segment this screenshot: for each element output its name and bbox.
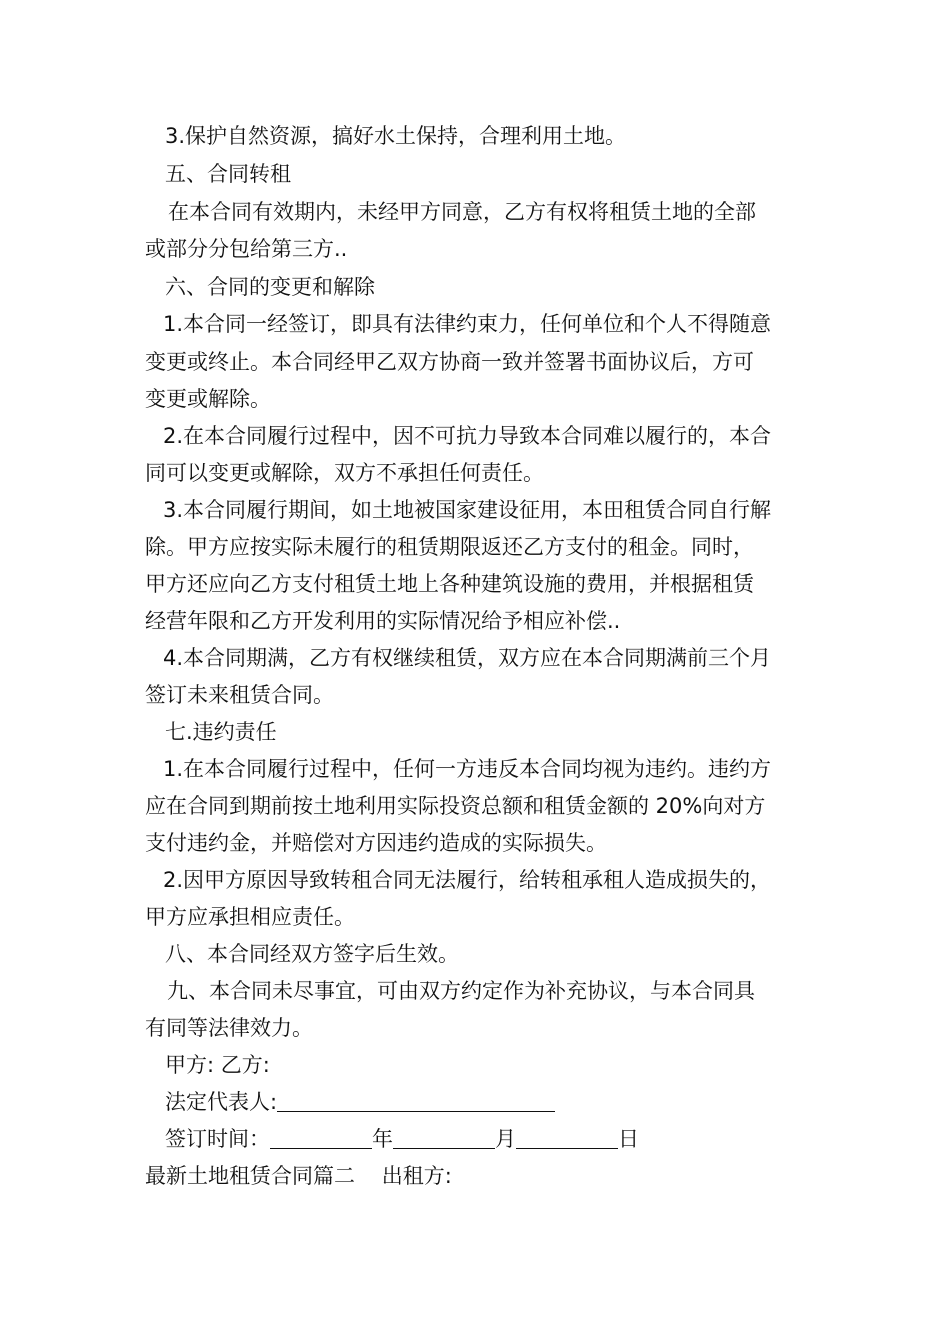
signing-date-label: 签订时间：: [165, 1127, 270, 1151]
text-line: 签订未来租赁合同。: [145, 683, 334, 707]
text-line: 甲方还应向乙方支付租赁土地上各种建筑设施的费用，并根据租赁: [145, 572, 754, 596]
text-line: 1.在本合同履行过程中，任何一方违反本合同均视为违约。违约方: [163, 757, 772, 781]
text-line: 除。甲方应按实际未履行的租赁期限返还乙方支付的租金。同时，: [145, 535, 754, 559]
text-line: 2.因甲方原因导致转租合同无法履行，给转租承租人造成损失的，: [163, 868, 772, 892]
text-line: 有同等法律效力。: [145, 1016, 313, 1040]
next-section-heading: 最新土地租赁合同篇二 出租方:: [145, 1164, 452, 1188]
section-heading: 八、本合同经双方签字后生效。: [165, 942, 459, 966]
text-line: 支付违约金，并赔偿对方因违约造成的实际损失。: [145, 831, 607, 855]
signature-parties: 甲方: 乙方:: [165, 1053, 270, 1077]
text-line: 变更或解除。: [145, 387, 271, 411]
representative-blank: [277, 1091, 555, 1112]
representative-label: 法定代表人:: [165, 1090, 278, 1114]
day-blank: [516, 1128, 618, 1149]
text-line: 应在合同到期前按土地利用实际投资总额和租赁金额的 20%向对方: [145, 794, 766, 818]
year-label: 年: [372, 1127, 393, 1151]
day-label: 日: [618, 1127, 639, 1151]
text-line: 在本合同有效期内，未经甲方同意，乙方有权将租赁土地的全部: [168, 200, 756, 224]
text-line: 或部分分包给第三方..: [145, 237, 348, 261]
signing-date-line: [165, 1126, 639, 1152]
text-line: 甲方应承担相应责任。: [145, 905, 355, 929]
representative-line: [165, 1089, 555, 1115]
month-label: 月: [495, 1127, 516, 1151]
text-line: 经营年限和乙方开发利用的实际情况给予相应补偿..: [145, 609, 621, 633]
text-line: 3.保护自然资源，搞好水土保持，合理利用土地。: [165, 124, 627, 148]
month-blank: [393, 1128, 495, 1149]
section-heading: 七.违约责任: [165, 720, 277, 744]
text-line: 变更或终止。本合同经甲乙双方协商一致并签署书面协议后，方可: [145, 350, 754, 374]
section-heading: 五、合同转租: [165, 162, 291, 186]
text-line: 同可以变更或解除，双方不承担任何责任。: [145, 461, 544, 485]
text-line: 2.在本合同履行过程中，因不可抗力导致本合同难以履行的，本合: [163, 424, 772, 448]
section-heading: 六、合同的变更和解除: [165, 275, 375, 299]
text-line: 九、本合同未尽事宜，可由双方约定作为补充协议，与本合同具: [167, 979, 755, 1003]
text-line: 4.本合同期满，乙方有权继续租赁，双方应在本合同期满前三个月: [163, 646, 772, 670]
year-blank: [270, 1128, 372, 1149]
text-line: 3.本合同履行期间，如土地被国家建设征用，本田租赁合同自行解: [163, 498, 772, 522]
text-line: 1.本合同一经签订，即具有法律约束力，任何单位和个人不得随意: [163, 312, 772, 336]
